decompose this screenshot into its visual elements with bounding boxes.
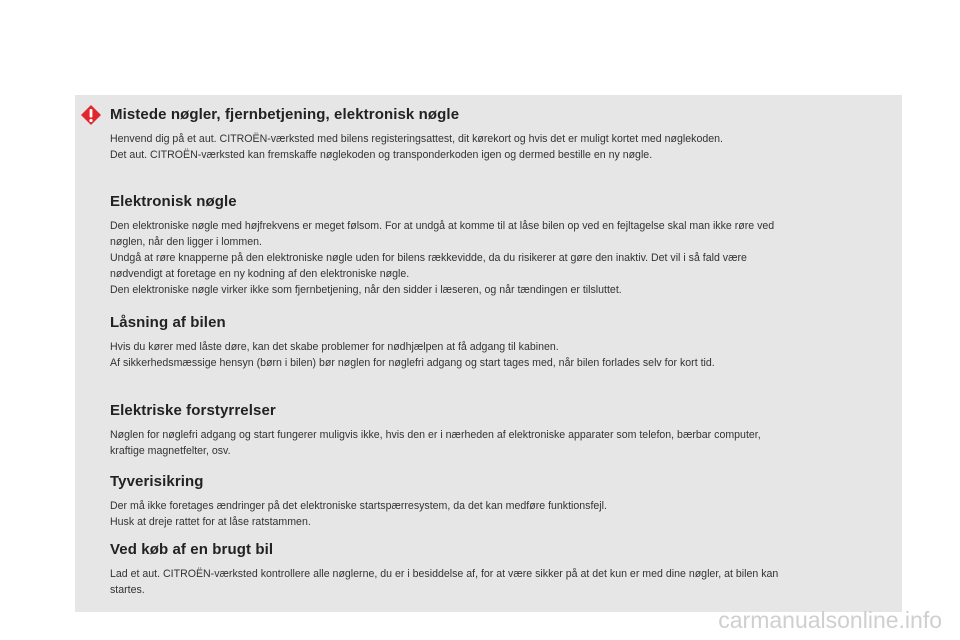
section-title: Elektronisk nøgle bbox=[110, 193, 237, 210]
section-line: Lad et aut. CITROËN-værksted kontrollere alle nøglerne, du er i besiddelse af, for at være sikker på at det kun er med dine nøgler, at bilen kan bbox=[110, 568, 779, 580]
section-locking bbox=[110, 314, 890, 371]
section-line: Der må ikke foretages ændringer på det elektroniske startspærresystem, da det kan medføre funktionsfejl. bbox=[110, 500, 607, 512]
section-line: Husk at dreje rattet for at låse ratstammen. bbox=[110, 516, 311, 528]
warning-exclamation-icon bbox=[80, 104, 102, 126]
section-line: kraftige magnetfelter, osv. bbox=[110, 445, 231, 457]
section-title: Ved køb af en brugt bil bbox=[110, 541, 274, 558]
section-used-car bbox=[110, 541, 890, 598]
section-line: Henvend dig på et aut. CITROËN-værksted med bilens registeringsattest, dit kørekort og hvis det er muligt kortet med nøglekoden. bbox=[110, 133, 723, 145]
section-title: Tyverisikring bbox=[110, 473, 204, 490]
section-title: Låsning af bilen bbox=[110, 314, 226, 331]
section-line: nødvendigt at foretage en ny kodning af den elektroniske nøgle. bbox=[110, 268, 410, 280]
section-lost-keys bbox=[110, 106, 890, 163]
section-line: nøglen, når den ligger i lommen. bbox=[110, 236, 262, 248]
section-anti-theft bbox=[110, 473, 890, 530]
section-title: Elektriske forstyrrelser bbox=[110, 402, 276, 419]
section-title: Mistede nøgler, fjernbetjening, elektronisk nøgle bbox=[110, 106, 460, 123]
section-electrical-interference bbox=[110, 402, 890, 459]
section-line: Undgå at røre knapperne på den elektroniske nøgle uden for bilens rækkevidde, da du risikerer at gøre den inaktiv. Det vil i så fald være bbox=[110, 252, 747, 264]
section-electronic-key bbox=[110, 193, 890, 298]
section-line: Det aut. CITROËN-værksted kan fremskaffe nøglekoden og transponderkoden igen og dermed bestille en ny nøgle. bbox=[110, 149, 653, 161]
section-line: startes. bbox=[110, 584, 145, 596]
section-line: Den elektroniske nøgle med højfrekvens er meget følsom. For at undgå at komme til at låse bilen op ved en fejltagelse skal man ikke røre ved bbox=[110, 220, 775, 232]
watermark-text: carmanualsonline.info bbox=[718, 607, 942, 633]
section-line: Af sikkerhedsmæssige hensyn (børn i bilen) bør nøglen for nøglefri adgang og start tages med, når bilen forlades selv for kort tid. bbox=[110, 357, 715, 369]
section-line: Nøglen for nøglefri adgang og start fungerer muligvis ikke, hvis den er i nærheden af elektroniske apparater som telefon, bærbar computer, bbox=[110, 429, 761, 441]
section-line: Hvis du kører med låste døre, kan det skabe problemer for nødhjælpen at få adgang til kabinen. bbox=[110, 341, 559, 353]
section-line: Den elektroniske nøgle virker ikke som fjernbetjening, når den sidder i læseren, og når tændingen er tilsluttet. bbox=[110, 284, 622, 296]
